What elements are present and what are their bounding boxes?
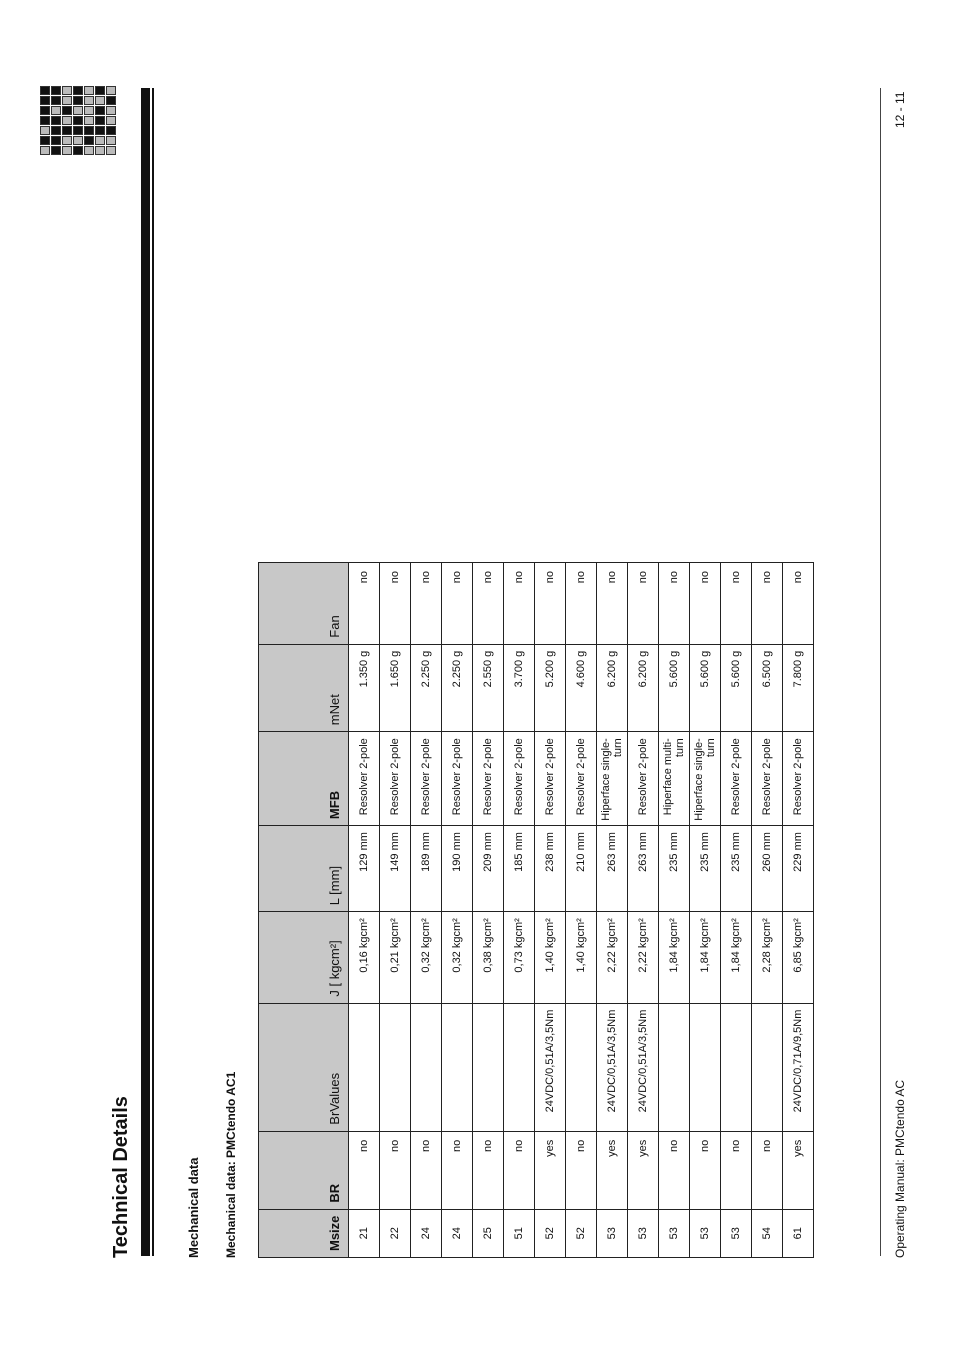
logo-cell <box>73 136 83 145</box>
logo-cell <box>62 96 72 105</box>
logo-cell <box>40 116 50 125</box>
section-heading: Mechanical data <box>186 1157 201 1258</box>
cell-fan: no <box>504 563 535 645</box>
cell-msize: 21 <box>349 1209 380 1257</box>
cell-mfb: Resolver 2-pole <box>628 732 659 826</box>
cell-mfb: Resolver 2-pole <box>504 732 535 826</box>
table-row <box>380 563 411 1258</box>
cell-msize: 54 <box>752 1209 783 1257</box>
table-row <box>566 563 597 1258</box>
cell-mfb: Resolver 2-pole <box>473 732 504 826</box>
table-header-row <box>259 563 349 1258</box>
cell-mnet: 6.200 g <box>628 644 659 732</box>
logo-cell <box>95 136 105 145</box>
cell-fan: no <box>411 563 442 645</box>
cell-brvalues <box>752 1003 783 1131</box>
cell-j: 2,28 kgcm² <box>752 912 783 1003</box>
logo-cell <box>40 126 50 135</box>
cell-mfb: Resolver 2-pole <box>411 732 442 826</box>
logo-cell <box>40 86 50 95</box>
logo-cell <box>73 86 83 95</box>
cell-mfb: Resolver 2-pole <box>783 732 814 826</box>
title-rule-thick <box>141 88 150 1256</box>
table-row <box>752 563 783 1258</box>
cell-mfb: Resolver 2-pole <box>721 732 752 826</box>
header-mnet: mNet <box>259 644 349 732</box>
header-brvalues: BrValues <box>259 1003 349 1131</box>
cell-brvalues <box>442 1003 473 1131</box>
cell-mnet: 5.600 g <box>690 644 721 732</box>
cell-j: 1,84 kgcm² <box>721 912 752 1003</box>
cell-brvalues: 24VDC/0,51A/3,5Nm <box>628 1003 659 1131</box>
logo-cell <box>84 146 94 155</box>
table-row <box>504 563 535 1258</box>
logo-cell <box>62 116 72 125</box>
footer-manual-title: Operating Manual: PMCtendo AC <box>893 1079 907 1258</box>
table-row <box>628 563 659 1258</box>
logo-cell <box>51 116 61 125</box>
cell-mnet: 1.650 g <box>380 644 411 732</box>
cell-l: 190 mm <box>442 826 473 912</box>
title-rule-thin <box>152 88 154 1256</box>
cell-mfb: Hiperface single-turn <box>690 732 721 826</box>
cell-j: 6,85 kgcm² <box>783 912 814 1003</box>
table-row <box>783 563 814 1258</box>
table-row <box>411 563 442 1258</box>
cell-br: no <box>442 1131 473 1209</box>
cell-l: 129 mm <box>349 826 380 912</box>
cell-br: no <box>411 1131 442 1209</box>
logo-cell <box>51 86 61 95</box>
cell-br: no <box>566 1131 597 1209</box>
logo-cell <box>62 106 72 115</box>
cell-l: 238 mm <box>535 826 566 912</box>
cell-mfb: Resolver 2-pole <box>349 732 380 826</box>
cell-mnet: 6.500 g <box>752 644 783 732</box>
logo-cell <box>51 136 61 145</box>
cell-j: 0,32 kgcm² <box>442 912 473 1003</box>
table-row <box>597 563 628 1258</box>
cell-br: yes <box>628 1131 659 1209</box>
cell-fan: no <box>566 563 597 645</box>
cell-j: 1,40 kgcm² <box>535 912 566 1003</box>
cell-mnet: 5.600 g <box>721 644 752 732</box>
cell-fan: no <box>690 563 721 645</box>
logo-cell <box>84 116 94 125</box>
cell-mnet: 2.250 g <box>442 644 473 732</box>
cell-br: no <box>690 1131 721 1209</box>
cell-fan: no <box>752 563 783 645</box>
cell-mnet: 3.700 g <box>504 644 535 732</box>
cell-j: 0,21 kgcm² <box>380 912 411 1003</box>
cell-fan: no <box>783 563 814 645</box>
table-row <box>721 563 752 1258</box>
table-body <box>349 563 814 1258</box>
cell-msize: 22 <box>380 1209 411 1257</box>
cell-br: yes <box>597 1131 628 1209</box>
cell-brvalues: 24VDC/0,51A/3,5Nm <box>535 1003 566 1131</box>
cell-mnet: 7.800 g <box>783 644 814 732</box>
logo-cell <box>95 96 105 105</box>
logo-cell <box>51 106 61 115</box>
footer-rule <box>880 88 881 1256</box>
logo-cell <box>40 96 50 105</box>
logo-cell <box>95 126 105 135</box>
cell-mfb: Resolver 2-pole <box>380 732 411 826</box>
logo-cell <box>51 146 61 155</box>
logo-cell <box>95 86 105 95</box>
logo-cell <box>73 126 83 135</box>
cell-j: 1,84 kgcm² <box>690 912 721 1003</box>
cell-br: no <box>659 1131 690 1209</box>
cell-msize: 25 <box>473 1209 504 1257</box>
logo-cell <box>106 146 116 155</box>
cell-l: 149 mm <box>380 826 411 912</box>
cell-mnet: 5.200 g <box>535 644 566 732</box>
cell-brvalues <box>504 1003 535 1131</box>
cell-mfb: Resolver 2-pole <box>566 732 597 826</box>
cell-brvalues <box>473 1003 504 1131</box>
cell-j: 1,84 kgcm² <box>659 912 690 1003</box>
cell-mfb: Resolver 2-pole <box>752 732 783 826</box>
cell-brvalues: 24VDC/0,51A/3,5Nm <box>597 1003 628 1131</box>
logo-cell <box>95 146 105 155</box>
mechanical-data-table <box>258 562 814 1258</box>
table-row <box>659 563 690 1258</box>
cell-fan: no <box>628 563 659 645</box>
cell-fan: no <box>659 563 690 645</box>
cell-fan: no <box>535 563 566 645</box>
cell-mfb: Resolver 2-pole <box>442 732 473 826</box>
cell-j: 1,40 kgcm² <box>566 912 597 1003</box>
cell-l: 260 mm <box>752 826 783 912</box>
table-row <box>535 563 566 1258</box>
cell-brvalues <box>566 1003 597 1131</box>
table-row <box>349 563 380 1258</box>
cell-fan: no <box>721 563 752 645</box>
logo-cell <box>95 116 105 125</box>
cell-brvalues <box>721 1003 752 1131</box>
cell-l: 210 mm <box>566 826 597 912</box>
logo-cell <box>106 96 116 105</box>
cell-br: no <box>380 1131 411 1209</box>
logo-cell <box>84 126 94 135</box>
cell-msize: 52 <box>535 1209 566 1257</box>
cell-msize: 53 <box>721 1209 752 1257</box>
logo-cell <box>73 96 83 105</box>
cell-j: 0,73 kgcm² <box>504 912 535 1003</box>
footer-page-number: 12 - 11 <box>893 91 907 128</box>
cell-j: 0,32 kgcm² <box>411 912 442 1003</box>
header-j: J [ kgcm²] <box>259 912 349 1003</box>
logo-cell <box>51 126 61 135</box>
cell-msize: 53 <box>659 1209 690 1257</box>
cell-l: 189 mm <box>411 826 442 912</box>
logo-cell <box>84 136 94 145</box>
logo-cell <box>106 86 116 95</box>
cell-brvalues <box>659 1003 690 1131</box>
logo-cell <box>40 106 50 115</box>
cell-br: no <box>473 1131 504 1209</box>
cell-l: 229 mm <box>783 826 814 912</box>
logo-cell <box>106 126 116 135</box>
mechanical-data-table-wrapper <box>258 562 814 1258</box>
cell-br: yes <box>535 1131 566 1209</box>
table-row <box>442 563 473 1258</box>
cell-msize: 52 <box>566 1209 597 1257</box>
company-logo <box>40 86 116 155</box>
logo-cell <box>106 116 116 125</box>
cell-mnet: 2.550 g <box>473 644 504 732</box>
cell-j: 2,22 kgcm² <box>628 912 659 1003</box>
cell-msize: 53 <box>597 1209 628 1257</box>
subsection-heading: Mechanical data: PMCtendo AC1 <box>224 1071 238 1258</box>
cell-msize: 53 <box>690 1209 721 1257</box>
cell-mnet: 6.200 g <box>597 644 628 732</box>
cell-fan: no <box>380 563 411 645</box>
cell-l: 235 mm <box>659 826 690 912</box>
cell-l: 235 mm <box>690 826 721 912</box>
logo-cell <box>51 96 61 105</box>
cell-l: 263 mm <box>597 826 628 912</box>
logo-cell <box>84 96 94 105</box>
cell-br: no <box>752 1131 783 1209</box>
cell-msize: 61 <box>783 1209 814 1257</box>
logo-cell <box>40 136 50 145</box>
cell-l: 263 mm <box>628 826 659 912</box>
cell-j: 0,38 kgcm² <box>473 912 504 1003</box>
cell-l: 185 mm <box>504 826 535 912</box>
cell-mfb: Hiperface single-turn <box>597 732 628 826</box>
logo-cell <box>84 106 94 115</box>
header-msize: Msize <box>259 1209 349 1257</box>
cell-brvalues <box>690 1003 721 1131</box>
cell-mnet: 1.350 g <box>349 644 380 732</box>
cell-mfb: Resolver 2-pole <box>535 732 566 826</box>
logo-cell <box>62 146 72 155</box>
logo-cell <box>73 106 83 115</box>
cell-j: 0,16 kgcm² <box>349 912 380 1003</box>
cell-brvalues <box>349 1003 380 1131</box>
cell-msize: 53 <box>628 1209 659 1257</box>
logo-cell <box>62 86 72 95</box>
logo-cell <box>62 136 72 145</box>
cell-mnet: 2.250 g <box>411 644 442 732</box>
logo-cell <box>73 146 83 155</box>
cell-fan: no <box>597 563 628 645</box>
logo-cell <box>84 86 94 95</box>
header-fan: Fan <box>259 563 349 645</box>
cell-fan: no <box>442 563 473 645</box>
cell-l: 209 mm <box>473 826 504 912</box>
cell-brvalues: 24VDC/0,71A/9,5Nm <box>783 1003 814 1131</box>
cell-msize: 24 <box>442 1209 473 1257</box>
cell-msize: 24 <box>411 1209 442 1257</box>
logo-cell <box>40 146 50 155</box>
cell-fan: no <box>349 563 380 645</box>
cell-br: no <box>349 1131 380 1209</box>
cell-br: yes <box>783 1131 814 1209</box>
cell-brvalues <box>380 1003 411 1131</box>
cell-mfb: Hiperface multi-turn <box>659 732 690 826</box>
logo-cell <box>95 106 105 115</box>
page-title: Technical Details <box>110 1096 132 1258</box>
header-mfb: MFB <box>259 732 349 826</box>
logo-cell <box>62 126 72 135</box>
cell-mnet: 5.600 g <box>659 644 690 732</box>
cell-br: no <box>504 1131 535 1209</box>
table-row <box>690 563 721 1258</box>
logo-cell <box>106 106 116 115</box>
cell-msize: 51 <box>504 1209 535 1257</box>
header-l: L [mm] <box>259 826 349 912</box>
table-row <box>473 563 504 1258</box>
cell-br: no <box>721 1131 752 1209</box>
header-br: BR <box>259 1131 349 1209</box>
cell-brvalues <box>411 1003 442 1131</box>
cell-mnet: 4.600 g <box>566 644 597 732</box>
cell-j: 2,22 kgcm² <box>597 912 628 1003</box>
logo-cell <box>73 116 83 125</box>
cell-fan: no <box>473 563 504 645</box>
logo-cell <box>106 136 116 145</box>
cell-l: 235 mm <box>721 826 752 912</box>
